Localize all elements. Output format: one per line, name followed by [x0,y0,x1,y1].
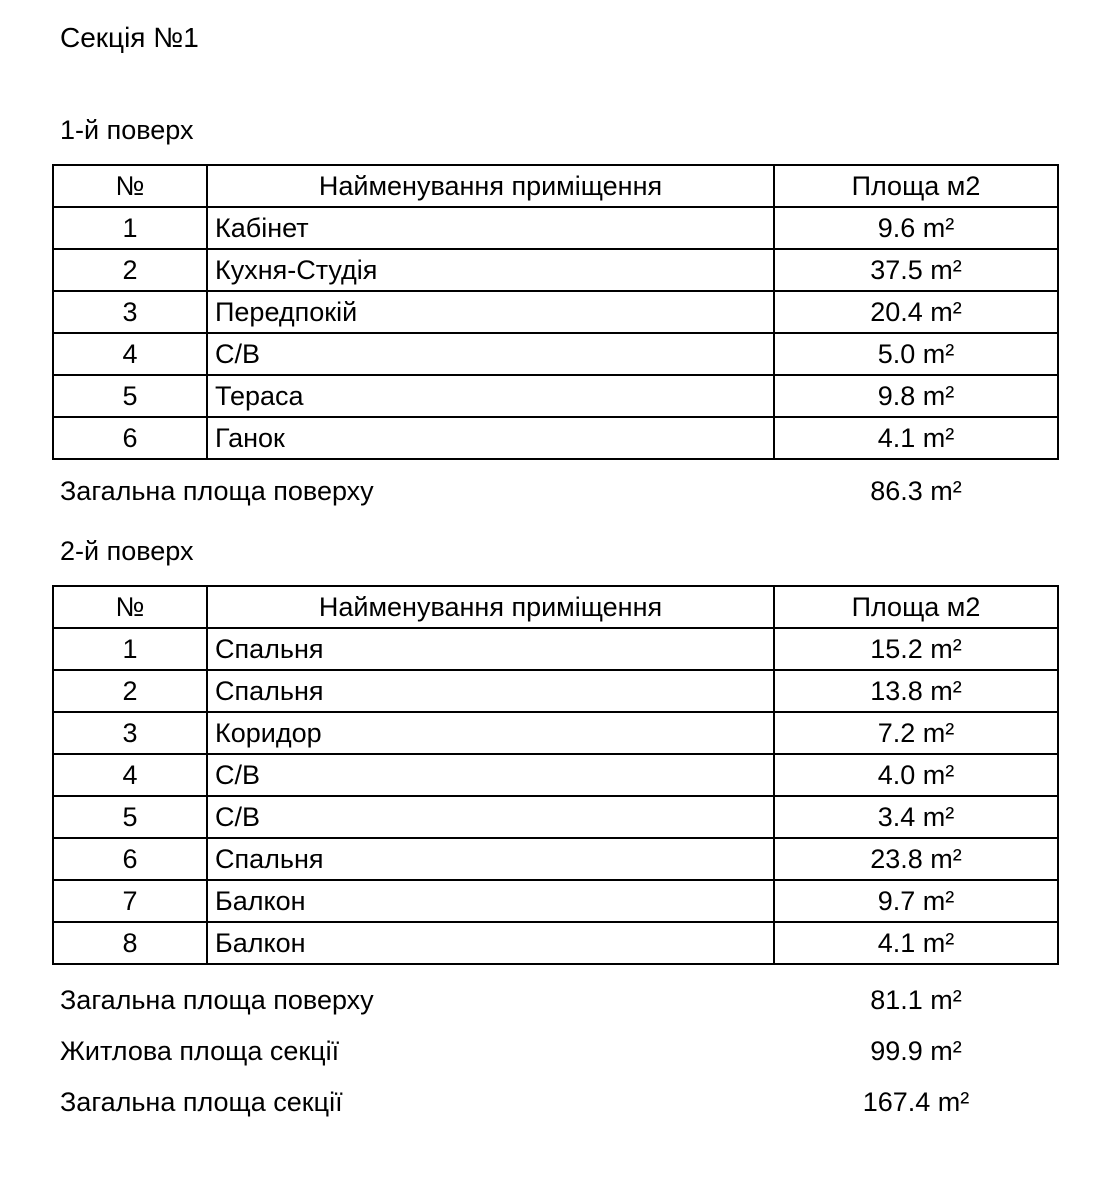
table-row [53,712,1058,754]
table-row [53,880,1058,922]
room-name: Спальня [207,670,774,712]
room-number: 8 [53,922,207,964]
table-row [53,922,1058,964]
floor-1-total-value: 86.3 m² [870,476,962,506]
room-area: 9.8 m² [774,375,1058,417]
table-row [53,375,1058,417]
section-total-area-value: 167.4 m² [862,1087,970,1117]
room-area: 4.1 m² [774,922,1058,964]
room-number: 4 [53,754,207,796]
room-area: 20.4 m² [774,291,1058,333]
room-area: 4.1 m² [774,417,1058,459]
floor-2-total-value: 81.1 m² [870,985,962,1015]
floor-1-rooms-table [52,164,1059,460]
room-name: Спальня [207,628,774,670]
section-total-area-label: Загальна площа секції [60,1087,343,1117]
room-name: Ганок [207,417,774,459]
table-row [53,417,1058,459]
column-header-number: № [53,586,207,628]
room-area: 9.7 m² [774,880,1058,922]
room-area: 37.5 m² [774,249,1058,291]
table-row [53,754,1058,796]
table-row [53,838,1058,880]
column-header-number: № [53,165,207,207]
room-name: Балкон [207,880,774,922]
table-row [53,291,1058,333]
table-row [53,207,1058,249]
room-name: С/В [207,754,774,796]
room-number: 1 [53,628,207,670]
room-name: Спальня [207,838,774,880]
room-number: 7 [53,880,207,922]
table-header-row [53,165,1058,207]
table-row [53,628,1058,670]
section-living-area-value: 99.9 m² [870,1036,962,1066]
room-number: 2 [53,249,207,291]
column-header-room-name: Найменування приміщення [207,586,774,628]
table-row [53,249,1058,291]
column-header-area: Площа м2 [774,586,1058,628]
room-name: Передпокій [207,291,774,333]
room-number: 3 [53,291,207,333]
room-number: 6 [53,417,207,459]
table-row [53,333,1058,375]
room-number: 6 [53,838,207,880]
column-header-area: Площа м2 [774,165,1058,207]
room-name: Балкон [207,922,774,964]
room-area: 9.6 m² [774,207,1058,249]
floor-1-title: 1-й поверх [60,115,194,145]
room-area: 23.8 m² [774,838,1058,880]
floor-2-title: 2-й поверх [60,536,194,566]
table-row [53,670,1058,712]
room-area: 13.8 m² [774,670,1058,712]
room-area: 4.0 m² [774,754,1058,796]
section-living-area-label: Житлова площа секції [60,1036,340,1066]
room-area: 3.4 m² [774,796,1058,838]
room-number: 2 [53,670,207,712]
room-number: 4 [53,333,207,375]
table-header-row [53,586,1058,628]
room-name: С/В [207,333,774,375]
floor-2-rooms-table [52,585,1059,965]
room-name: Тераса [207,375,774,417]
room-area: 5.0 m² [774,333,1058,375]
room-number: 3 [53,712,207,754]
floor-2-total-label: Загальна площа поверху [60,985,374,1015]
room-number: 5 [53,375,207,417]
room-number: 5 [53,796,207,838]
room-name: Кухня-Студія [207,249,774,291]
table-row [53,796,1058,838]
room-area: 15.2 m² [774,628,1058,670]
room-area: 7.2 m² [774,712,1058,754]
room-name: Кабінет [207,207,774,249]
column-header-room-name: Найменування приміщення [207,165,774,207]
section-title: Секція №1 [60,22,199,53]
room-name: Коридор [207,712,774,754]
floor-1-total-label: Загальна площа поверху [60,476,374,506]
room-name: С/В [207,796,774,838]
room-number: 1 [53,207,207,249]
